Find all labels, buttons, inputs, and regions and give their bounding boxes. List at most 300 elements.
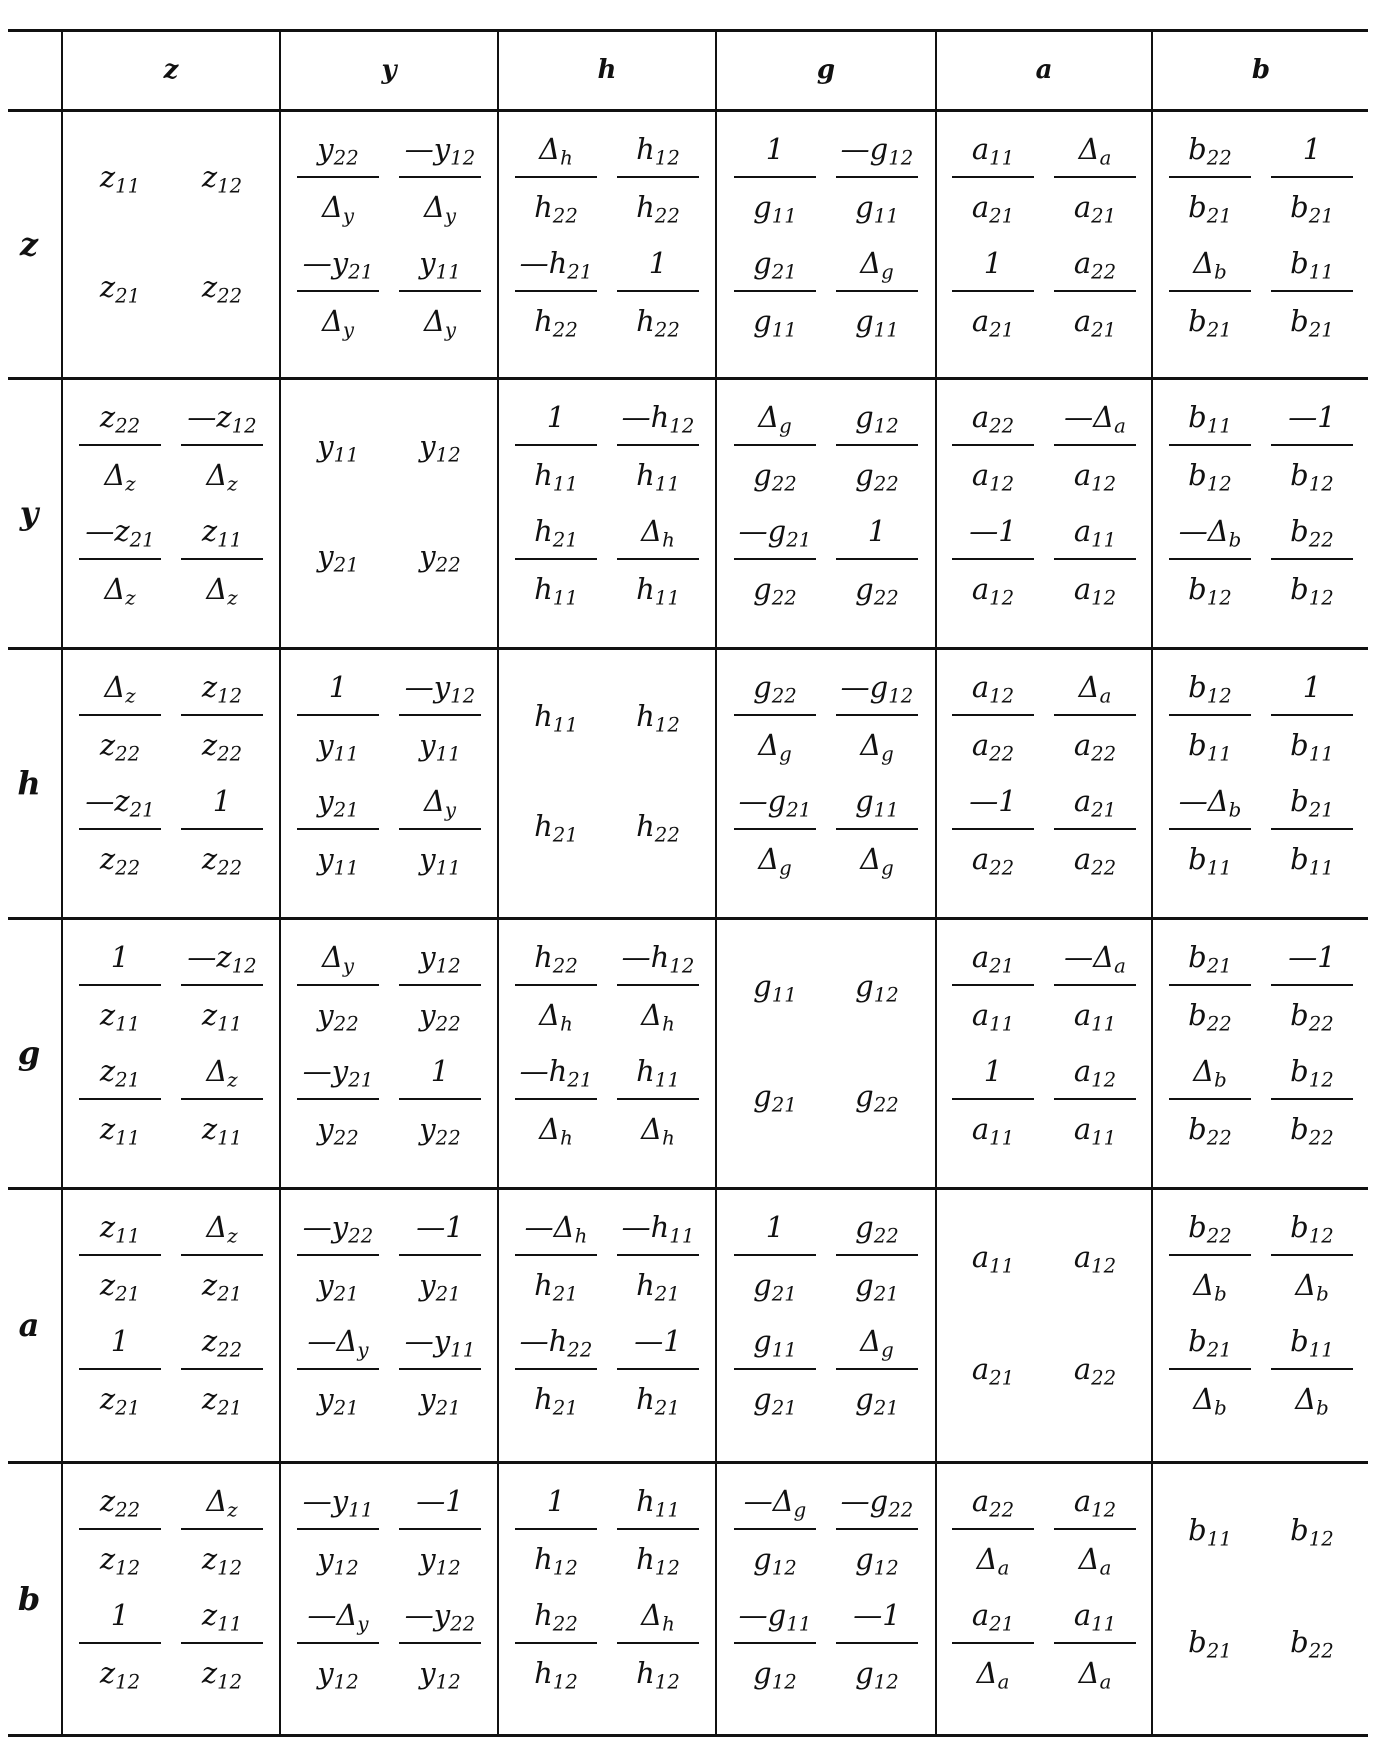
- fraction-bar: [1271, 1254, 1353, 1256]
- numerator: —1: [969, 514, 1017, 548]
- fraction-bar: [617, 1368, 699, 1370]
- numerator: 1: [765, 132, 785, 166]
- matrix-element: $b_{12}$: [1290, 1513, 1334, 1551]
- fraction: [1165, 392, 1255, 502]
- fraction-bar: [734, 558, 816, 560]
- fraction: [948, 392, 1038, 502]
- numerator: $—h_{21}$: [519, 246, 593, 284]
- fraction: [1165, 1316, 1255, 1426]
- fraction-bar: [952, 444, 1034, 446]
- fraction: [730, 238, 820, 348]
- fraction-bar: [181, 558, 263, 560]
- denominator: $h_{22}$: [636, 304, 680, 342]
- row-header-y: y: [19, 494, 39, 532]
- fraction: [395, 1046, 485, 1156]
- denominator: $b_{22}$: [1188, 998, 1232, 1036]
- cell-a-from-y: [280, 1188, 498, 1462]
- numerator: $g_{22}$: [753, 670, 797, 708]
- denominator: $\Delta_b$: [1295, 1268, 1329, 1306]
- fraction-bar: [952, 1098, 1034, 1100]
- denominator: $g_{11}$: [855, 190, 899, 228]
- cell-a-from-g: [716, 1188, 936, 1462]
- fraction: [1165, 932, 1255, 1042]
- fraction-bar: [734, 176, 816, 178]
- fraction: [730, 1476, 820, 1586]
- numerator: $z_{22}$: [99, 1484, 141, 1522]
- fraction-bar: [617, 1528, 699, 1530]
- fraction: [177, 1476, 267, 1586]
- numerator: $a_{12}$: [1073, 1484, 1117, 1522]
- fraction: [75, 1476, 165, 1586]
- fraction-bar: [515, 1642, 597, 1644]
- numerator: $g_{11}$: [855, 784, 899, 822]
- fraction: [75, 1046, 165, 1156]
- denominator: $y_{12}$: [419, 1542, 461, 1580]
- fraction-bar: [181, 984, 263, 986]
- fraction: [511, 1590, 601, 1700]
- denominator: $b_{22}$: [1290, 998, 1334, 1036]
- fraction: [1267, 1046, 1357, 1156]
- denominator: $\Delta_a$: [1078, 1656, 1112, 1694]
- matrix-element: $y_{12}$: [419, 428, 461, 467]
- denominator: $z_{22}$: [201, 728, 243, 766]
- fraction: [832, 1202, 922, 1312]
- fraction-bar: [1271, 714, 1353, 716]
- denominator: $\Delta_z$: [206, 572, 238, 610]
- numerator: $g_{12}$: [855, 400, 899, 438]
- denominator: $a_{22}$: [1073, 842, 1117, 880]
- numerator: 1: [110, 940, 130, 974]
- denominator: $a_{22}$: [1073, 728, 1117, 766]
- fraction-bar: [297, 1098, 379, 1100]
- fraction: [1050, 238, 1140, 348]
- fraction: [1050, 124, 1140, 234]
- cell-a-from-a: [936, 1188, 1152, 1462]
- fraction: [75, 1316, 165, 1426]
- fraction: [511, 124, 601, 234]
- fraction-bar: [399, 290, 481, 292]
- denominator: $h_{12}$: [534, 1656, 578, 1694]
- fraction-bar: [836, 290, 918, 292]
- cell-z-from-z: [62, 110, 280, 378]
- numerator: —1: [853, 1598, 901, 1632]
- fraction: [177, 932, 267, 1042]
- fraction: [1050, 662, 1140, 772]
- fraction-bar: [734, 1368, 816, 1370]
- fraction: [395, 1476, 485, 1586]
- denominator: $y_{21}$: [317, 1382, 359, 1420]
- numerator: $y_{21}$: [317, 784, 359, 822]
- fraction: [948, 662, 1038, 772]
- denominator: $y_{21}$: [419, 1268, 461, 1306]
- fraction: [1165, 662, 1255, 772]
- fraction: [1267, 392, 1357, 502]
- denominator: $z_{11}$: [201, 1112, 243, 1150]
- denominator: $b_{21}$: [1188, 190, 1232, 228]
- denominator: $h_{21}$: [534, 1268, 578, 1306]
- cell-b-from-z: [62, 1462, 280, 1735]
- numerator: $\Delta_g$: [860, 1324, 894, 1362]
- denominator: $\Delta_y$: [423, 304, 457, 342]
- fraction-bar: [617, 558, 699, 560]
- fraction-bar: [734, 1528, 816, 1530]
- cell-g-from-b: [1152, 918, 1370, 1188]
- fraction-bar: [515, 984, 597, 986]
- cell-a-from-h: [498, 1188, 716, 1462]
- fraction: [177, 1316, 267, 1426]
- numerator: $a_{22}$: [971, 400, 1015, 438]
- fraction: [511, 506, 601, 616]
- denominator: $b_{22}$: [1188, 1112, 1232, 1150]
- fraction: [948, 932, 1038, 1042]
- matrix-element: $z_{22}$: [201, 269, 243, 308]
- numerator: $\Delta_a$: [1078, 670, 1112, 708]
- numerator: $\Delta_y$: [321, 940, 355, 978]
- fraction-bar: [1169, 714, 1251, 716]
- matrix-element: $y_{11}$: [317, 428, 359, 467]
- cell-y-from-g: [716, 378, 936, 648]
- fraction: [177, 662, 267, 772]
- denominator: $g_{21}$: [753, 1268, 797, 1306]
- fraction-bar: [952, 176, 1034, 178]
- fraction-bar: [79, 558, 161, 560]
- numerator: 1: [546, 400, 566, 434]
- fraction-bar: [181, 828, 263, 830]
- fraction-bar: [399, 176, 481, 178]
- cell-h-from-g: [716, 648, 936, 918]
- denominator: $g_{22}$: [753, 572, 797, 610]
- fraction: [177, 1202, 267, 1312]
- fraction: [730, 776, 820, 886]
- denominator: $h_{12}$: [636, 1656, 680, 1694]
- numerator: $z_{22}$: [99, 400, 141, 438]
- numerator: $—h_{21}$: [519, 1054, 593, 1092]
- row-header-b: b: [17, 1579, 41, 1618]
- denominator: $g_{22}$: [753, 458, 797, 496]
- fraction: [75, 932, 165, 1042]
- fraction: [613, 1202, 703, 1312]
- numerator: $b_{11}$: [1188, 400, 1232, 438]
- numerator: $—y_{11}$: [404, 1324, 476, 1362]
- cell-g-from-h: [498, 918, 716, 1188]
- denominator: $b_{21}$: [1290, 190, 1334, 228]
- denominator: $a_{12}$: [971, 572, 1015, 610]
- matrix-element: $h_{21}$: [534, 809, 578, 847]
- denominator: $y_{12}$: [419, 1656, 461, 1694]
- fraction: [613, 1046, 703, 1156]
- denominator: $\Delta_h$: [539, 998, 573, 1036]
- fraction: [511, 1316, 601, 1426]
- cell-h-from-h: [498, 648, 716, 918]
- denominator: $y_{12}$: [317, 1656, 359, 1694]
- denominator: $a_{11}$: [1073, 1112, 1117, 1150]
- denominator: $a_{22}$: [971, 842, 1015, 880]
- numerator: —1: [1288, 940, 1336, 974]
- denominator: $a_{21}$: [971, 190, 1015, 228]
- fraction: [177, 776, 267, 886]
- denominator: $\Delta_g$: [860, 842, 894, 880]
- fraction: [1267, 238, 1357, 348]
- fraction: [511, 1202, 601, 1312]
- fraction: [293, 662, 383, 772]
- numerator: $—h_{22}$: [519, 1324, 593, 1362]
- numerator: $h_{11}$: [636, 1054, 680, 1092]
- fraction: [613, 1476, 703, 1586]
- numerator: $—\Delta_a$: [1064, 400, 1126, 438]
- fraction-bar: [734, 290, 816, 292]
- denominator: $y_{21}$: [419, 1382, 461, 1420]
- numerator: 1: [328, 670, 348, 704]
- fraction-bar: [617, 444, 699, 446]
- numerator: 1: [546, 1484, 566, 1518]
- matrix-element: $a_{11}$: [971, 1239, 1015, 1278]
- fraction-bar: [297, 176, 379, 178]
- fraction-bar: [79, 714, 161, 716]
- denominator: $b_{12}$: [1290, 572, 1334, 610]
- denominator: $h_{11}$: [534, 458, 578, 496]
- fraction: [177, 506, 267, 616]
- fraction-bar: [836, 176, 918, 178]
- fraction-bar: [297, 1254, 379, 1256]
- fraction-bar: [181, 1368, 263, 1370]
- fraction: [613, 506, 703, 616]
- denominator: $z_{12}$: [99, 1656, 141, 1694]
- cell-z-from-a: [936, 110, 1152, 378]
- fraction: [613, 392, 703, 502]
- numerator: $—\Delta_y$: [307, 1324, 369, 1362]
- numerator: 1: [212, 784, 232, 818]
- numerator: $z_{11}$: [201, 1598, 243, 1636]
- fraction-bar: [515, 176, 597, 178]
- denominator: $\Delta_y$: [321, 190, 355, 228]
- fraction-bar: [1054, 558, 1136, 560]
- numerator: $\Delta_h$: [641, 1598, 675, 1636]
- fraction: [511, 392, 601, 502]
- numerator: —1: [416, 1210, 464, 1244]
- column-header-y: y: [381, 55, 397, 85]
- numerator: $—g_{12}$: [840, 132, 914, 170]
- matrix-element: $h_{22}$: [636, 809, 680, 847]
- numerator: $\Delta_z$: [206, 1484, 238, 1522]
- denominator: $g_{22}$: [855, 458, 899, 496]
- numerator: $—y_{21}$: [302, 246, 374, 284]
- fraction: [1267, 506, 1357, 616]
- numerator: $b_{22}$: [1188, 132, 1232, 170]
- fraction-bar: [1054, 1098, 1136, 1100]
- fraction: [1165, 776, 1255, 886]
- denominator: $\Delta_z$: [206, 458, 238, 496]
- fraction-bar: [1054, 984, 1136, 986]
- denominator: $g_{11}$: [753, 304, 797, 342]
- fraction: [730, 124, 820, 234]
- denominator: $y_{22}$: [317, 998, 359, 1036]
- fraction-bar: [734, 828, 816, 830]
- fraction-bar: [181, 714, 263, 716]
- denominator: $a_{22}$: [971, 728, 1015, 766]
- matrix-element: $z_{21}$: [99, 269, 141, 308]
- column-header-g: g: [816, 55, 836, 85]
- fraction-bar: [1054, 176, 1136, 178]
- fraction: [1050, 932, 1140, 1042]
- fraction: [948, 1476, 1038, 1586]
- fraction: [1267, 932, 1357, 1042]
- numerator: $—\Delta_b$: [1178, 514, 1242, 552]
- fraction-bar: [79, 1368, 161, 1370]
- fraction: [730, 1202, 820, 1312]
- cell-y-from-b: [1152, 378, 1370, 648]
- fraction: [1267, 124, 1357, 234]
- denominator: $z_{12}$: [201, 1656, 243, 1694]
- fraction-bar: [181, 1528, 263, 1530]
- denominator: $b_{11}$: [1188, 728, 1232, 766]
- fraction: [395, 662, 485, 772]
- cell-h-from-a: [936, 648, 1152, 918]
- fraction: [948, 776, 1038, 886]
- numerator: $y_{12}$: [419, 940, 461, 978]
- fraction: [293, 776, 383, 886]
- cell-y-from-z: [62, 378, 280, 648]
- matrix-element: $b_{22}$: [1290, 1625, 1334, 1663]
- fraction-bar: [1169, 1098, 1251, 1100]
- denominator: $h_{21}$: [636, 1268, 680, 1306]
- numerator: $\Delta_z$: [104, 670, 136, 708]
- matrix-element: $h_{11}$: [534, 698, 578, 737]
- denominator: $y_{22}$: [419, 1112, 461, 1150]
- fraction: [613, 124, 703, 234]
- numerator: $\Delta_h$: [539, 132, 573, 170]
- fraction-bar: [1169, 1368, 1251, 1370]
- cell-b-from-b: [1152, 1462, 1370, 1735]
- fraction: [75, 662, 165, 772]
- fraction: [730, 506, 820, 616]
- fraction: [1165, 124, 1255, 234]
- numerator: $—z_{21}$: [85, 514, 155, 552]
- fraction-bar: [79, 1254, 161, 1256]
- denominator: $\Delta_z$: [104, 572, 136, 610]
- fraction-bar: [734, 714, 816, 716]
- denominator: $y_{11}$: [419, 842, 461, 880]
- fraction: [613, 932, 703, 1042]
- denominator: $a_{11}$: [971, 1112, 1015, 1150]
- fraction: [293, 238, 383, 348]
- numerator: $\Delta_a$: [1078, 132, 1112, 170]
- fraction-bar: [181, 1642, 263, 1644]
- fraction-bar: [617, 984, 699, 986]
- denominator: $g_{22}$: [855, 572, 899, 610]
- fraction: [293, 1476, 383, 1586]
- numerator: $—\Delta_g$: [743, 1484, 807, 1522]
- fraction-bar: [952, 1642, 1034, 1644]
- fraction: [1267, 1202, 1357, 1312]
- cell-z-from-g: [716, 110, 936, 378]
- denominator: $b_{21}$: [1188, 304, 1232, 342]
- numerator: 1: [1302, 132, 1322, 166]
- denominator: $\Delta_b$: [1295, 1382, 1329, 1420]
- matrix-element: $a_{21}$: [971, 1351, 1015, 1390]
- fraction: [832, 1316, 922, 1426]
- matrix-element: $g_{22}$: [855, 1079, 899, 1117]
- denominator: $b_{11}$: [1290, 842, 1334, 880]
- denominator: $b_{11}$: [1188, 842, 1232, 880]
- denominator: $b_{12}$: [1188, 458, 1232, 496]
- fraction: [293, 932, 383, 1042]
- denominator: $g_{12}$: [855, 1542, 899, 1580]
- fraction: [948, 1046, 1038, 1156]
- fraction: [948, 124, 1038, 234]
- numerator: $—g_{11}$: [738, 1598, 812, 1636]
- numerator: $\Delta_b$: [1193, 1054, 1227, 1092]
- fraction: [1050, 1590, 1140, 1700]
- fraction-bar: [836, 444, 918, 446]
- fraction-bar: [1169, 290, 1251, 292]
- numerator: $z_{12}$: [201, 670, 243, 708]
- numerator: $b_{12}$: [1290, 1054, 1334, 1092]
- numerator: $b_{22}$: [1290, 514, 1334, 552]
- numerator: 1: [983, 1054, 1003, 1088]
- fraction-bar: [1271, 290, 1353, 292]
- fraction: [832, 124, 922, 234]
- fraction-bar: [952, 714, 1034, 716]
- denominator: $z_{12}$: [99, 1542, 141, 1580]
- numerator: —1: [634, 1324, 682, 1358]
- fraction: [832, 776, 922, 886]
- fraction-bar: [399, 714, 481, 716]
- numerator: $a_{11}$: [1073, 514, 1117, 552]
- numerator: $b_{11}$: [1290, 1324, 1334, 1362]
- fraction-bar: [515, 290, 597, 292]
- fraction: [293, 1046, 383, 1156]
- fraction-bar: [79, 1528, 161, 1530]
- denominator: $z_{11}$: [99, 998, 141, 1036]
- fraction-bar: [297, 1642, 379, 1644]
- fraction-bar: [297, 714, 379, 716]
- cell-z-from-y: [280, 110, 498, 378]
- denominator: $\Delta_b$: [1193, 1268, 1227, 1306]
- denominator: $z_{21}$: [201, 1382, 243, 1420]
- denominator: $h_{21}$: [534, 1382, 578, 1420]
- numerator: 1: [1302, 670, 1322, 704]
- fraction: [1267, 776, 1357, 886]
- cell-y-from-y: [280, 378, 498, 648]
- denominator: $b_{12}$: [1188, 572, 1232, 610]
- fraction: [1050, 1046, 1140, 1156]
- fraction-bar: [952, 984, 1034, 986]
- denominator: $g_{21}$: [753, 1382, 797, 1420]
- cell-h-from-b: [1152, 648, 1370, 918]
- numerator: $—\Delta_h$: [524, 1210, 588, 1248]
- numerator: $\Delta_z$: [206, 1210, 238, 1248]
- numerator: $b_{12}$: [1290, 1210, 1334, 1248]
- numerator: —1: [1288, 400, 1336, 434]
- fraction: [1165, 1046, 1255, 1156]
- fraction: [613, 238, 703, 348]
- denominator: $g_{21}$: [855, 1382, 899, 1420]
- fraction-bar: [734, 444, 816, 446]
- denominator: $g_{11}$: [753, 190, 797, 228]
- fraction: [613, 1316, 703, 1426]
- fraction-bar: [1169, 984, 1251, 986]
- fraction: [75, 506, 165, 616]
- fraction-bar: [79, 828, 161, 830]
- fraction: [177, 392, 267, 502]
- cell-b-from-a: [936, 1462, 1152, 1735]
- fraction-bar: [297, 828, 379, 830]
- numerator: $a_{11}$: [971, 132, 1015, 170]
- fraction-bar: [297, 290, 379, 292]
- denominator: $b_{21}$: [1290, 304, 1334, 342]
- fraction-bar: [617, 176, 699, 178]
- fraction: [730, 392, 820, 502]
